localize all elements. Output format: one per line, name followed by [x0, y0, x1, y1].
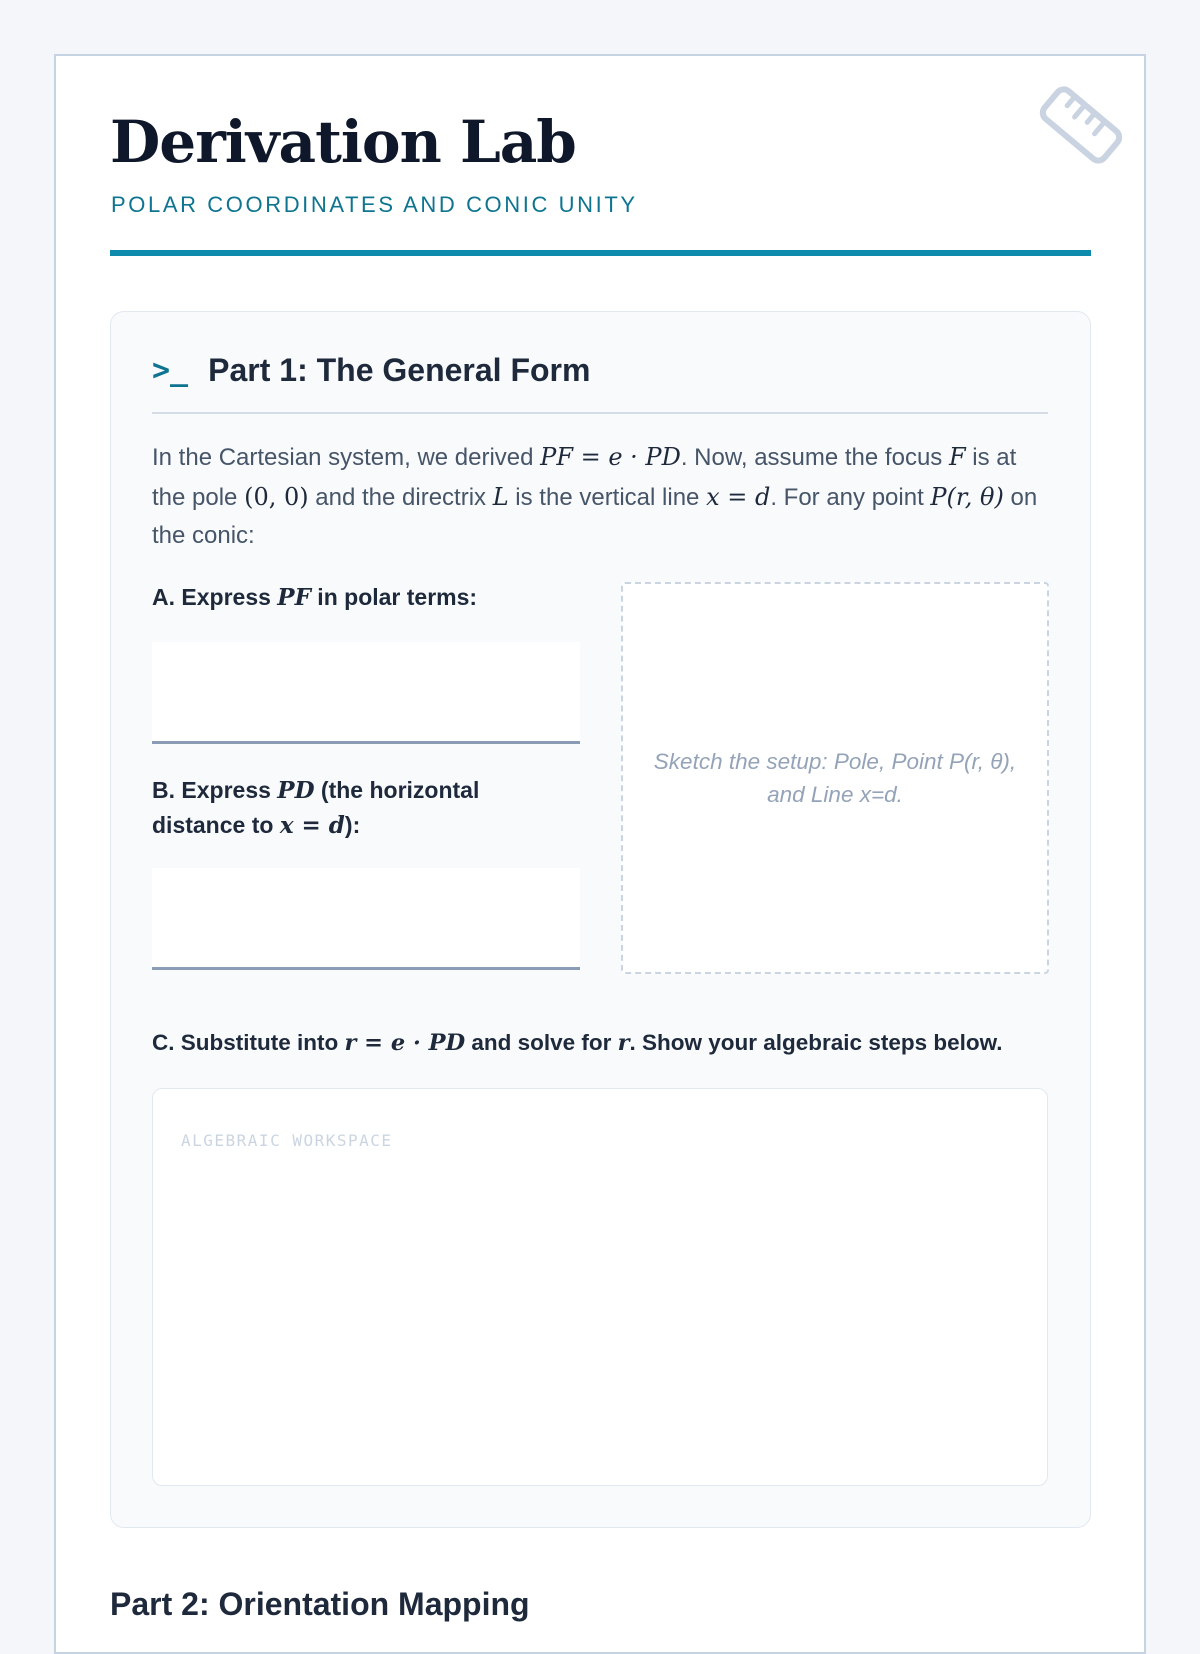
sketch-area[interactable] [621, 582, 1049, 974]
part2-title: Part 2: Orientation Mapping [110, 1586, 530, 1622]
math-line: x = d [706, 482, 771, 511]
intro-text: . For any point [770, 483, 931, 511]
qc-text: and solve for [465, 1030, 618, 1055]
intro-text: . Now, assume the focus [680, 444, 949, 471]
qb-text: ): [344, 812, 361, 838]
part1-intro [152, 438, 1048, 556]
qb-text: (the horizontal distance to [152, 777, 480, 838]
intro-text: and the directrix [308, 483, 493, 511]
algebraic-workspace[interactable] [152, 1088, 1048, 1486]
qa-text: in polar terms: [310, 584, 478, 610]
math-r: r [617, 1030, 630, 1056]
qc-text: C. Substitute into [152, 1030, 345, 1055]
page-subtitle: POLAR COORDINATES AND CONIC UNITY [111, 192, 638, 217]
question-b-label [152, 773, 572, 843]
intro-text: is the vertical line [508, 483, 707, 511]
title-underline [110, 250, 1091, 256]
qa-text: A. Express [152, 584, 278, 610]
math-directrix: L [492, 482, 509, 511]
qc-text: . Show your algebraic steps below. [629, 1030, 1003, 1055]
terminal-prompt-icon: >_ [152, 353, 189, 388]
math-r-equation: r = e · PD [344, 1030, 466, 1056]
question-a-label [152, 580, 477, 615]
math-line: x = d [279, 812, 345, 839]
intro-text: In the Cartesian system, we derived [152, 444, 541, 471]
math-pf-equation: PF = e · PD [540, 443, 681, 471]
sketch-hint: Sketch the setup: Pole, Point P(r, θ), and Line x=d. [653, 749, 1017, 807]
answer-a-input[interactable] [152, 642, 580, 744]
math-pole: (0, 0) [244, 482, 309, 511]
part1-header [152, 352, 590, 389]
math-focus: F [948, 443, 966, 471]
math-point: P(r, θ) [930, 482, 1004, 511]
part1-title: Part 1: The General Form [208, 352, 591, 388]
page-title: Derivation Lab [110, 108, 576, 176]
ruler-icon [1036, 80, 1126, 170]
workspace-label: ALGEBRAIC WORKSPACE [181, 1131, 393, 1150]
math-pd: PD [277, 777, 315, 804]
intro-text: is at the pole [152, 444, 1017, 511]
answer-b-input[interactable] [152, 868, 580, 970]
math-pf: PF [277, 584, 311, 611]
qb-text: B. Express [152, 777, 278, 803]
question-c-label [152, 1026, 1003, 1060]
intro-text: on the conic: [152, 483, 1038, 549]
section-divider [152, 412, 1048, 414]
